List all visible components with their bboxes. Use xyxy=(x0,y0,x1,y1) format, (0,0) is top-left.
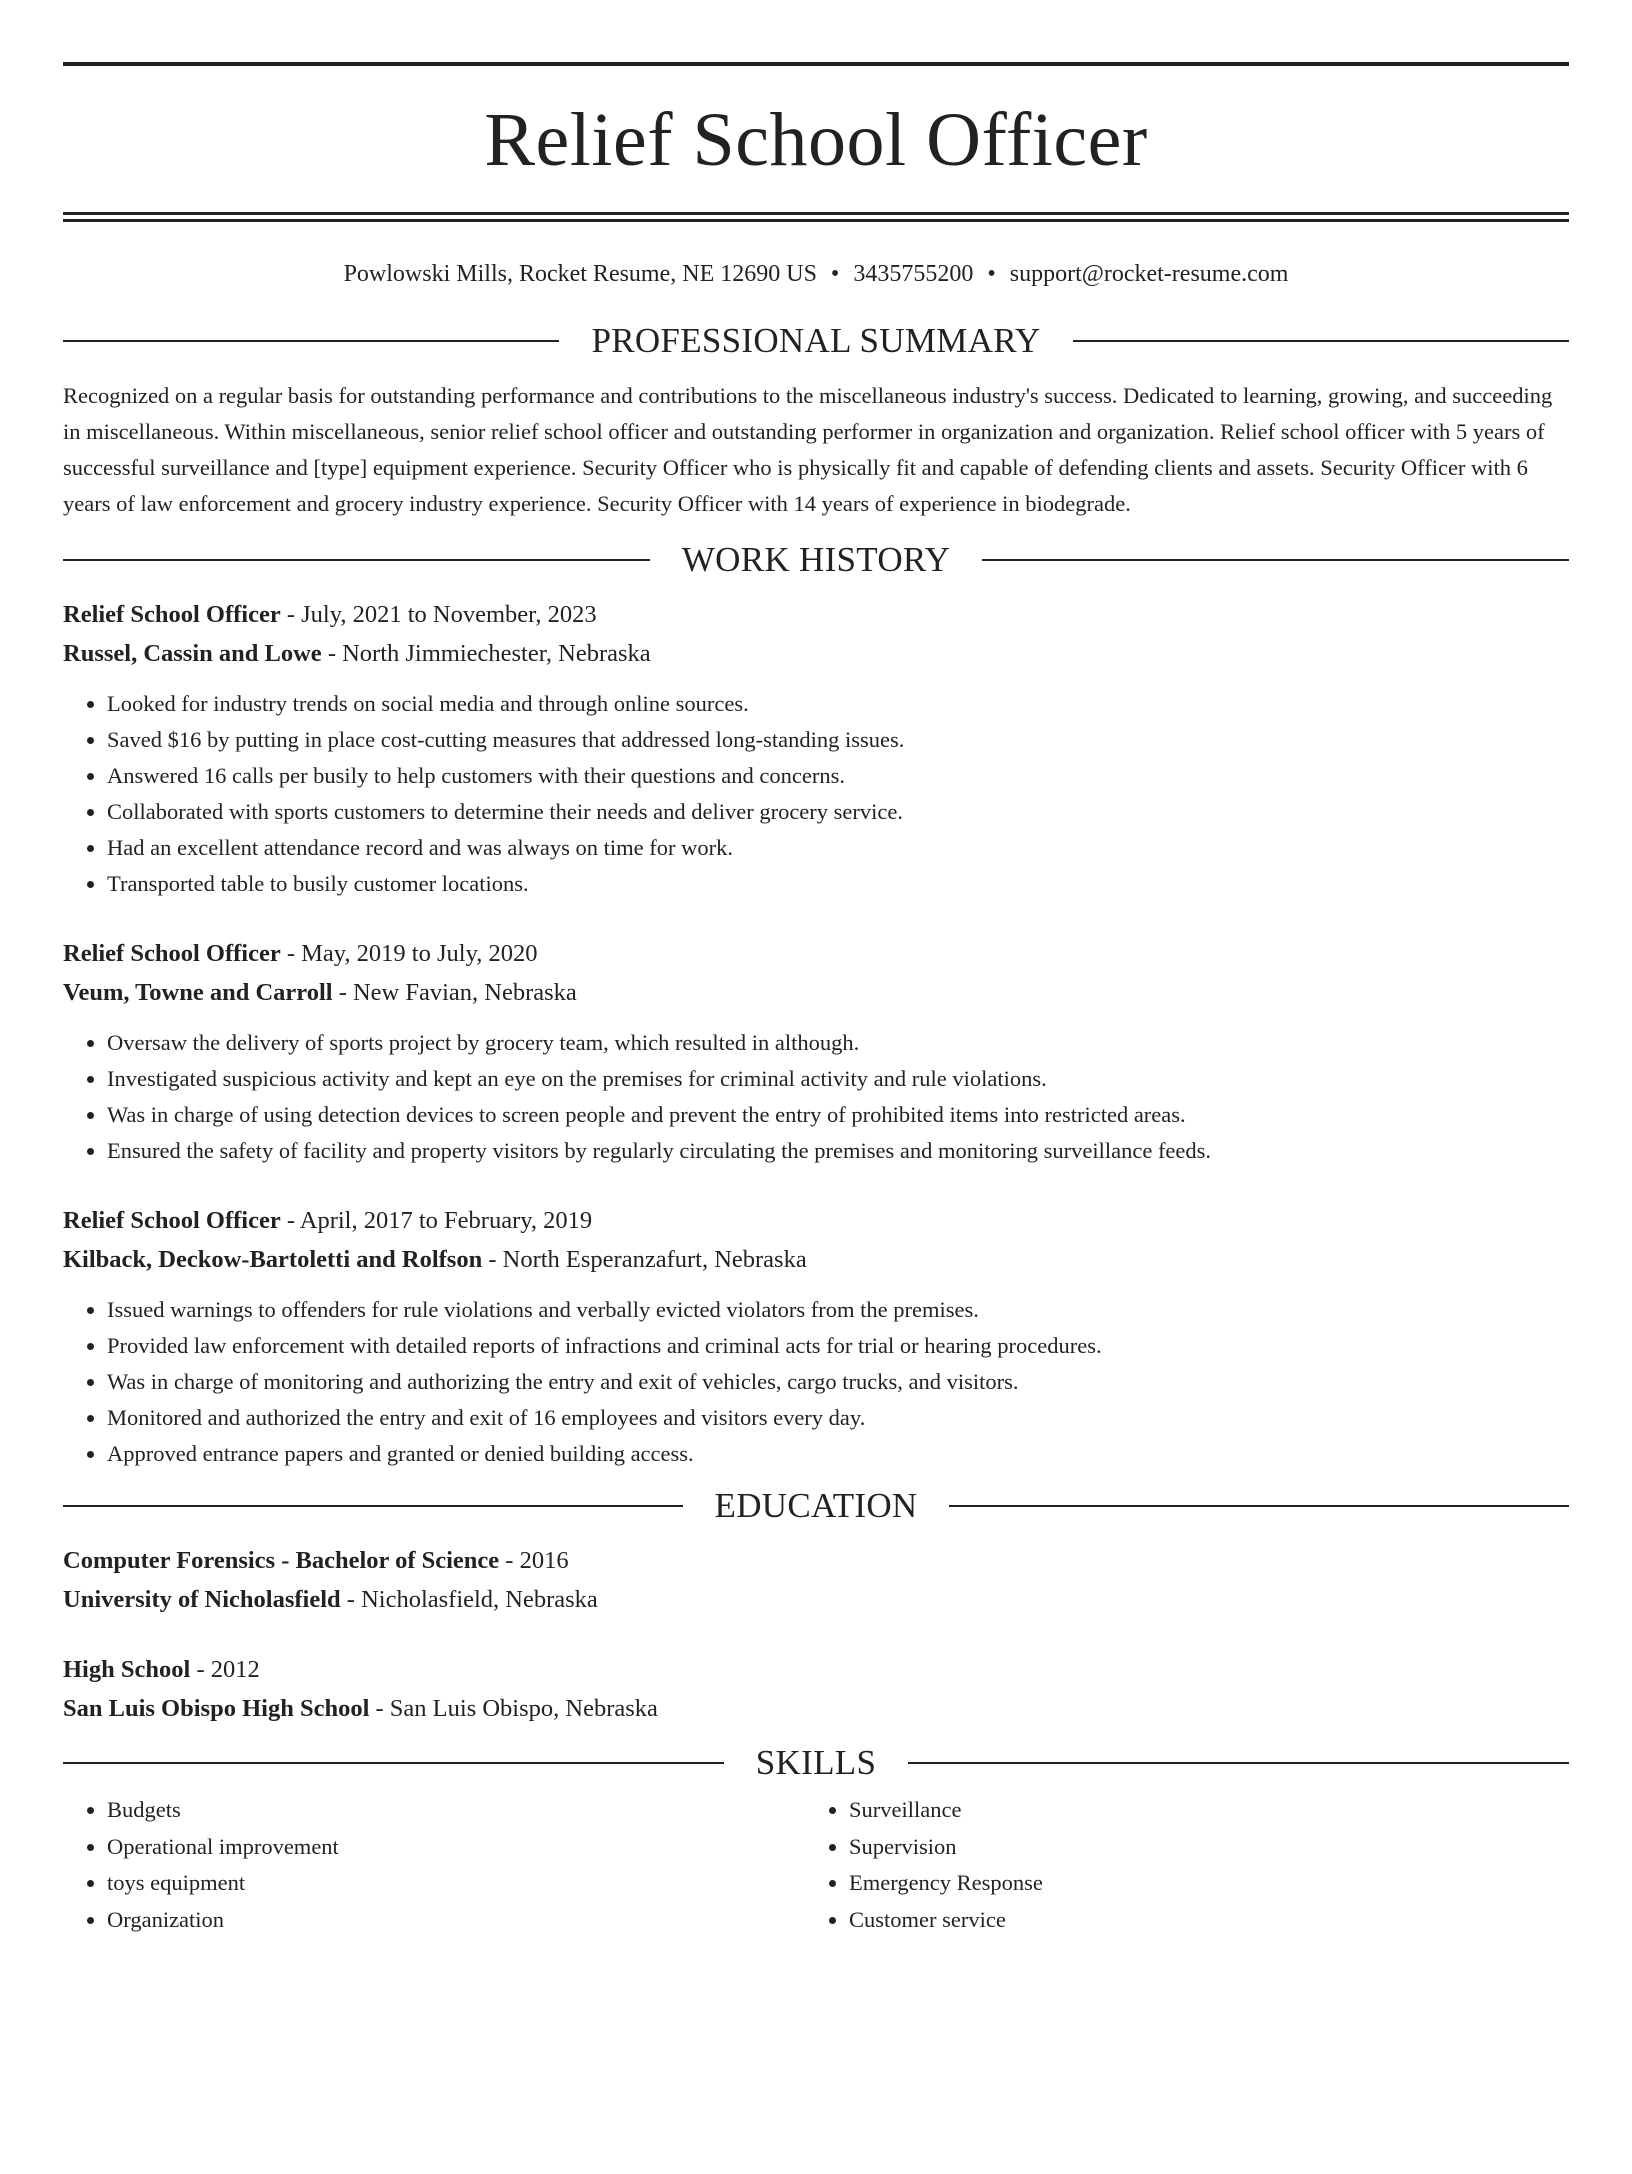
job-location: - New Favian, Nebraska xyxy=(332,979,577,1006)
job-bullets xyxy=(63,1025,1569,1169)
job-title-line xyxy=(63,595,1569,634)
job-bullet: • Provided law enforcement with detailed reports of infractions and criminal acts for trial or hearing procedures. xyxy=(107,1328,1569,1364)
skill-item: • Surveillance xyxy=(849,1792,1569,1829)
skill-item: • Customer service xyxy=(849,1902,1569,1939)
job-bullet: • Ensured the safety of facility and property visitors by regularly circulating the premises and monitoring surveillance feeds. xyxy=(107,1133,1569,1169)
education-year: - 2012 xyxy=(190,1656,260,1683)
section-heading-education xyxy=(63,1488,1569,1523)
header-double-rule xyxy=(63,212,1569,222)
job-bullet: • Looked for industry trends on social media and through online sources. xyxy=(107,686,1569,722)
job-bullet: • Answered 16 calls per busily to help customers with their questions and concerns. xyxy=(107,758,1569,794)
contact-email: support@rocket-resume.com xyxy=(1009,261,1289,287)
education-entry xyxy=(63,1541,1569,1619)
job-bullet: • Transported table to busily customer locations. xyxy=(107,866,1569,902)
contact-separator: • xyxy=(987,261,996,287)
job-entry xyxy=(63,1201,1569,1472)
job-bullet: • Saved $16 by putting in place cost-cutting measures that addressed long-standing issues. xyxy=(107,722,1569,758)
section-rule xyxy=(1073,340,1569,342)
job-title-line xyxy=(63,934,1569,973)
skill-item: • Supervision xyxy=(849,1829,1569,1866)
job-company-line xyxy=(63,634,1569,673)
job-position: Relief School Officer xyxy=(63,940,281,967)
education-entry xyxy=(63,1650,1569,1728)
contact-separator: • xyxy=(830,261,840,287)
section-title: EDUCATION xyxy=(714,1486,918,1525)
skills-column-left xyxy=(63,1792,805,1938)
education-degree: Computer Forensics - Bachelor of Science xyxy=(63,1547,500,1574)
job-title-line xyxy=(63,1201,1569,1240)
section-rule xyxy=(949,1505,1569,1507)
header-top-rule xyxy=(63,62,1569,66)
section-rule xyxy=(63,340,559,342)
education-year: - 2016 xyxy=(499,1547,569,1574)
section-title: PROFESSIONAL SUMMARY xyxy=(591,321,1041,360)
education-location: - San Luis Obispo, Nebraska xyxy=(369,1695,658,1722)
skill-item: • Budgets xyxy=(107,1792,805,1829)
education-degree: High School xyxy=(63,1656,191,1683)
job-bullet: • Approved entrance papers and granted or denied building access. xyxy=(107,1436,1569,1472)
job-company: Kilback, Deckow-Bartoletti and Rolfson xyxy=(63,1246,483,1273)
education-school: San Luis Obispo High School xyxy=(63,1695,370,1722)
summary-text: Recognized on a regular basis for outstanding performance and contributions to the miscellaneous industry's success. Dedicated to learning, growing, and succeeding in miscellaneous. Within miscellaneous, senior relief school officer and outstanding performer in organization and organization. Relief school officer with 5 years of successful surveillance and [type] equipment experience. Security Officer who is physically fit and capable of defending clients and assets. Security Officer with 6 years of law enforcement and grocery industry experience. Security Officer with 14 years of experience in biodegrade. xyxy=(63,383,1553,516)
job-entry xyxy=(63,934,1569,1169)
job-bullet: • Collaborated with sports customers to determine their needs and deliver grocery service. xyxy=(107,794,1569,830)
job-location: - North Esperanzafurt, Nebraska xyxy=(482,1246,807,1273)
education-degree-line xyxy=(63,1541,1569,1580)
job-bullet: • Monitored and authorized the entry and exit of 16 employees and visitors every day. xyxy=(107,1400,1569,1436)
contact-line xyxy=(63,262,1569,286)
education-degree-line xyxy=(63,1650,1569,1689)
job-bullet: • Was in charge of monitoring and authorizing the entry and exit of vehicles, cargo trucks, and visitors. xyxy=(107,1364,1569,1400)
skill-item: • Emergency Response xyxy=(849,1865,1569,1902)
contact-address: Powlowski Mills, Rocket Resume, NE 12690 US xyxy=(343,261,817,287)
skill-item: • toys equipment xyxy=(107,1865,805,1902)
section-rule xyxy=(63,559,650,561)
job-company: Veum, Towne and Carroll xyxy=(63,979,333,1006)
job-bullets xyxy=(63,686,1569,902)
section-heading-work xyxy=(63,542,1569,577)
job-bullet: • Had an excellent attendance record and was always on time for work. xyxy=(107,830,1569,866)
resume-page xyxy=(0,62,1632,2174)
job-company-line xyxy=(63,1240,1569,1279)
section-rule xyxy=(982,559,1569,561)
education-school-line xyxy=(63,1580,1569,1619)
job-bullets xyxy=(63,1292,1569,1472)
job-dates: - April, 2017 to February, 2019 xyxy=(280,1207,593,1234)
job-dates: - May, 2019 to July, 2020 xyxy=(280,940,538,967)
job-dates: - July, 2021 to November, 2023 xyxy=(280,601,597,628)
section-heading-summary xyxy=(63,323,1569,358)
job-entry xyxy=(63,595,1569,902)
job-bullet: • Oversaw the delivery of sports project by grocery team, which resulted in although. xyxy=(107,1025,1569,1061)
section-heading-skills xyxy=(63,1745,1569,1780)
skills-list xyxy=(63,1792,1569,1938)
skill-item: • Organization xyxy=(107,1902,805,1939)
education-school-line xyxy=(63,1689,1569,1728)
job-bullet: • Was in charge of using detection devices to screen people and prevent the entry of prohibited items into restricted areas. xyxy=(107,1097,1569,1133)
section-rule xyxy=(63,1505,683,1507)
job-bullet: • Issued warnings to offenders for rule violations and verbally evicted violators from the premises. xyxy=(107,1292,1569,1328)
job-company: Russel, Cassin and Lowe xyxy=(63,640,322,667)
job-location: - North Jimmiechester, Nebraska xyxy=(321,640,651,667)
section-rule xyxy=(63,1762,724,1764)
skill-item: • Operational improvement xyxy=(107,1829,805,1866)
education-school: University of Nicholasfield xyxy=(63,1586,341,1613)
contact-phone: 3435755200 xyxy=(853,261,974,287)
skills-column-right xyxy=(805,1792,1569,1938)
candidate-name: Relief School Officer xyxy=(484,98,1148,182)
section-rule xyxy=(908,1762,1569,1764)
section-title: WORK HISTORY xyxy=(681,540,951,579)
section-title: SKILLS xyxy=(755,1743,877,1782)
job-position: Relief School Officer xyxy=(63,1207,281,1234)
job-position: Relief School Officer xyxy=(63,601,281,628)
job-bullet: • Investigated suspicious activity and kept an eye on the premises for criminal activity and rule violations. xyxy=(107,1061,1569,1097)
education-location: - Nicholasfield, Nebraska xyxy=(340,1586,598,1613)
job-company-line xyxy=(63,973,1569,1012)
